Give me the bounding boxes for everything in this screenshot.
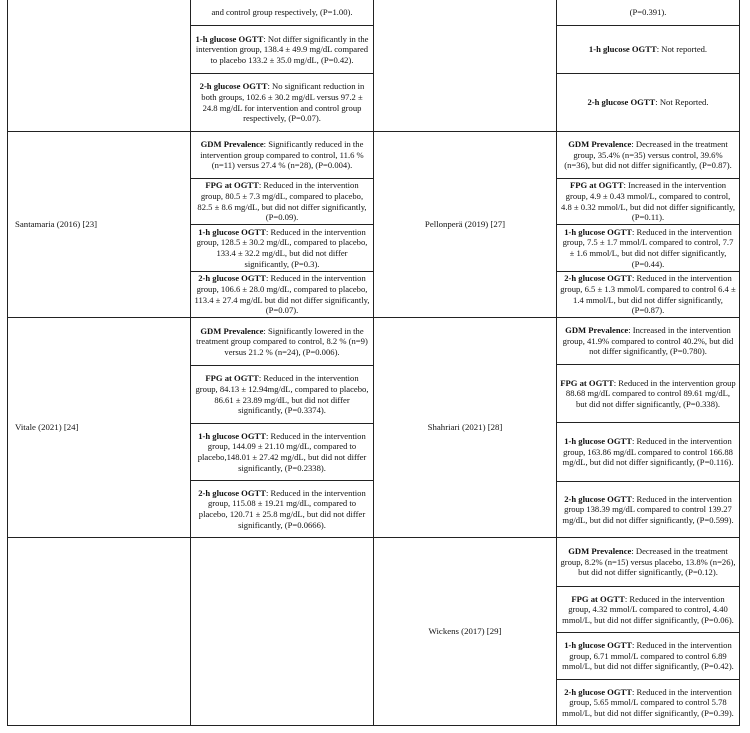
study-name [374, 538, 556, 725]
finding-label: GDM Prevalence [200, 139, 264, 150]
finding-label: GDM Prevalence [565, 325, 629, 336]
finding-cell [191, 423, 373, 480]
table-border-bottom [7, 725, 740, 726]
finding-label: 2-h glucose OGTT [198, 273, 267, 284]
finding-cell [191, 271, 373, 317]
study-name-text: Santamaria (2016) [23] [15, 219, 98, 229]
finding-text: : Reduced in the intervention group, 106.6 ± 28.0 mg/dL, compared to placebo, 113.4 ± 27.4 mg/dL but did not differ significantly, (P=0.07). [194, 273, 370, 316]
finding-label: 2-h glucose OGTT [564, 273, 633, 284]
finding-text: : Reduced in the intervention group, 144.09 ± 21.10 mg/dL, compared to placebo,148.01 ± 27.42 mg/dL, but did not differ significantly, (P=0.2338). [197, 430, 367, 473]
finding-cell [191, 132, 373, 178]
finding-text: and control group respectively, (P=1.00). [211, 7, 353, 18]
finding-cell [557, 632, 739, 679]
finding-cell [557, 481, 739, 537]
finding-label: 1-h glucose OGTT [588, 44, 657, 55]
finding-label: FPG at OGTT [571, 593, 625, 604]
finding-label: 1-h glucose OGTT [564, 640, 633, 651]
finding-text: : Reduced in the intervention group, 163.86 mg/dL compared to control 166.88 mg/dL, but did not differ significantly, (P=0.116). [562, 436, 734, 468]
study-name [374, 132, 556, 317]
finding-label: 2-h glucose OGTT [564, 686, 633, 697]
finding-text: : Not differ significantly in the intervention group, 138.4 ± 49.9 mg/dL compared to placebo 133.2 ± 35.0 mg/dL, (P=0.42). [195, 33, 369, 65]
finding-text: : Reduced in the intervention group 138.39 mg/dL compared to control 139.27 mg/dL, but did not differ significantly, (P=0.599). [562, 493, 734, 525]
finding-cell [191, 25, 373, 73]
finding-text: : Decreased in the treatment group, 8.2% (n=15) versus placebo, 13.8% (n=26), but did not differ significantly, (P=0.12). [560, 546, 736, 578]
finding-cell [557, 586, 739, 632]
finding-cell [557, 538, 739, 586]
finding-text: : Reduced in the intervention group, 80.5 ± 7.3 mg/dL, compared to placebo, 82.5 ± 8.6 mg/dL, but did not differ significantly, (P=0.09). [197, 180, 367, 223]
finding-cell [557, 679, 739, 725]
finding-cell [191, 73, 373, 131]
finding-label: 1-h glucose OGTT [564, 226, 633, 237]
finding-cell [557, 178, 739, 224]
finding-label: 2-h glucose OGTT [587, 97, 656, 108]
finding-label: 1-h glucose OGTT [195, 33, 264, 44]
study-name [8, 132, 190, 317]
study-name [374, 318, 556, 537]
finding-cell [557, 364, 739, 422]
finding-text: : Significantly lowered in the treatment group compared to control, 8.2 % (n=9) versus 21.2 % (n=24), (P=0.006). [196, 325, 368, 357]
finding-text: : Reduced in the intervention group, 115.08 ± 19.21 mg/dL, compared to placebo, 120.71 ± 25.8 mg/dL, but did not differ significantly, (P=0.0666). [198, 487, 366, 530]
finding-text: : Reduced in the intervention group, 5.65 mmol/L compared to control 5.78 mmol/L, but did not differ significantly, (P=0.39). [562, 686, 734, 718]
finding-label: GDM Prevalence [200, 325, 264, 336]
finding-text: : Reduced in the intervention group, 4.32 mmol/L compared to control, 4.40 mmol/L, but did not differ significantly, (P=0.06). [562, 593, 734, 625]
finding-text: : Reduced in the intervention group, 84.13 ± 12.94mg/dL, compared to placebo, 86.61 ± 23.89 mg/dL, but did not differ significantly, (P=0.3374). [195, 373, 369, 416]
finding-text: (P=0.391). [629, 7, 667, 18]
finding-text: : Reduced in the intervention group, 6.5 ± 1.3 mmol/L compared to control 6.4 ± 1.4 mmol/L, but did not differ significantly, (P=0.87). [560, 273, 736, 316]
finding-text: : Increased in the intervention group, 41.9% compared to control 40.2%, but did not differ significantly, (P=0.780). [562, 325, 734, 357]
finding-label: 2-h glucose OGTT [564, 493, 633, 504]
study-name [8, 318, 190, 537]
finding-cell [557, 73, 739, 131]
finding-label: 1-h glucose OGTT [198, 430, 267, 441]
finding-text: : Increased in the intervention group, 4.9 ± 0.43 mmol/L, compared to control, 4.8 ± 0.32 mmol/L, but did not differ significantly, (P=0.11). [561, 180, 735, 223]
finding-label: 2-h glucose OGTT [199, 81, 268, 92]
study-name-text: Vitale (2021) [24] [15, 422, 79, 432]
finding-cell [557, 132, 739, 178]
finding-text: : Not Reported. [655, 97, 709, 108]
finding-text: : Not reported. [656, 44, 708, 55]
finding-cell [191, 365, 373, 423]
finding-cell [191, 0, 373, 25]
finding-label: GDM Prevalence [568, 139, 632, 150]
finding-label: GDM Prevalence [568, 546, 632, 557]
finding-cell [191, 318, 373, 365]
finding-cell [557, 271, 739, 317]
finding-text: : Significantly reduced in the intervention group compared to control, 11.6 % (n=11) versus 27.4 % (n=28), (P=0.004). [200, 139, 364, 171]
finding-text: : Decreased in the treatment group, 35.4% (n=35) versus control, 39.6% (n=36), but did not differ significantly, (P=0.87). [564, 139, 732, 171]
finding-cell [557, 422, 739, 481]
finding-text: : Reduced in the intervention group, 6.71 mmol/L compared to control 6.89 mmol/L, but did not differ significantly, (P=0.42). [562, 640, 734, 672]
finding-cell [191, 178, 373, 224]
finding-label: FPG at OGTT [569, 180, 624, 191]
study-name-text: Wickens (2017) [29] [428, 626, 502, 636]
finding-cell [557, 25, 739, 73]
finding-text: : Reduced in the intervention group, 7.5 ± 1.7 mmol/L compared to control, 7.7 ± 1.6 mmol/L, but did not differ significantly, (P=0.44). [562, 226, 734, 269]
finding-label: FPG at OGTT [560, 377, 614, 388]
finding-cell [557, 0, 739, 25]
finding-cell [191, 224, 373, 271]
finding-cell [557, 318, 739, 364]
finding-label: FPG at OGTT [205, 180, 259, 191]
finding-label: 2-h glucose OGTT [198, 487, 267, 498]
finding-label: FPG at OGTT [205, 373, 259, 384]
finding-cell [191, 480, 373, 537]
study-name-text: Shahriari (2021) [28] [427, 422, 503, 432]
finding-text: : No significant reduction in both groups, 102.6 ± 30.2 mg/dL versus 97.2 ± 24.8 mg/dL for intervention and control group respectively, (P=0.07). [201, 81, 365, 124]
finding-cell [557, 224, 739, 271]
finding-text: : Reduced in the intervention group 88.68 mg/dL compared to control 89.61 mg/dL, but did not differ significantly, (P=0.338). [565, 377, 736, 409]
table-border-right [739, 0, 740, 726]
finding-text: : Reduced in the intervention group, 128.5 ± 30.2 mg/dL, compared to placebo, 133.4 ± 32.2 mg/dL, but did not differ significantly, (P=0.3). [196, 226, 368, 269]
finding-label: 1-h glucose OGTT [198, 226, 267, 237]
finding-label: 1-h glucose OGTT [564, 436, 633, 447]
study-name-text: Pellonperä (2019) [27] [424, 219, 506, 229]
